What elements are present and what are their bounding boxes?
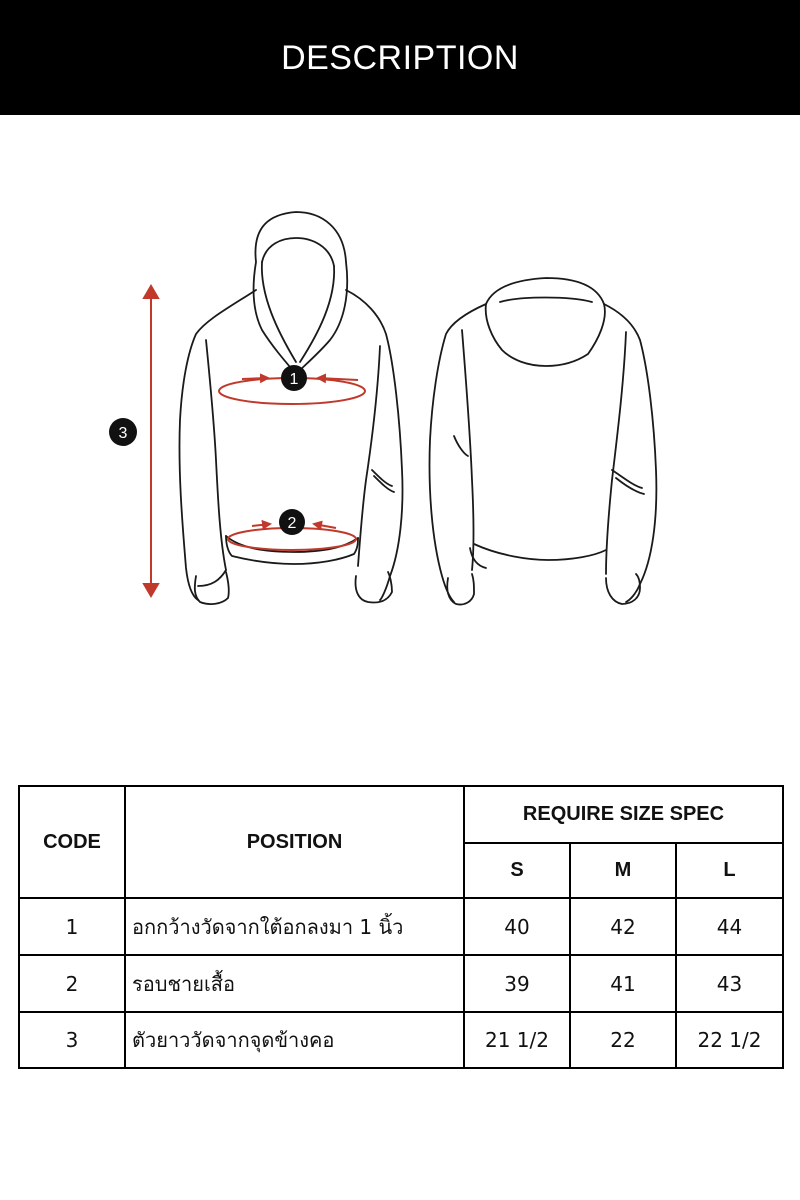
hoodie-back-icon	[430, 278, 657, 605]
size-header-s: S	[464, 843, 570, 898]
row-size-l: 22 1/2	[676, 1012, 783, 1068]
row-position: อกกว้างวัดจากใต้อกลงมา 1 นิ้ว	[125, 898, 464, 955]
table-row	[19, 955, 783, 1012]
row-code: 2	[19, 955, 125, 1012]
size-header-l: L	[676, 843, 783, 898]
marker-1-label: 1	[289, 371, 299, 388]
row-size-s: 21 1/2	[464, 1012, 570, 1068]
row-position: รอบชายเสื้อ	[125, 955, 464, 1012]
size-header-m: M	[570, 843, 676, 898]
table-row	[19, 1012, 783, 1068]
row-size-l: 44	[676, 898, 783, 955]
row-size-m: 42	[570, 898, 676, 955]
code-column-header: CODE	[19, 786, 125, 898]
row-size-s: 39	[464, 955, 570, 1012]
marker-2-label: 2	[287, 515, 297, 532]
marker-1	[281, 365, 307, 391]
hoodie-front-icon	[179, 212, 402, 604]
size-spec-table	[18, 785, 784, 1069]
table-row	[19, 898, 783, 955]
hoodie-measurement-diagram	[0, 115, 800, 715]
row-size-m: 22	[570, 1012, 676, 1068]
row-size-s: 40	[464, 898, 570, 955]
row-code: 1	[19, 898, 125, 955]
header-bar	[0, 0, 800, 115]
row-code: 3	[19, 1012, 125, 1068]
marker-3-label: 3	[118, 425, 128, 442]
row-size-m: 41	[570, 955, 676, 1012]
row-size-l: 43	[676, 955, 783, 1012]
page-title: DESCRIPTION	[281, 39, 519, 77]
require-size-spec-header: REQUIRE SIZE SPEC	[464, 786, 783, 843]
marker-2	[279, 509, 305, 535]
row-position: ตัวยาววัดจากจุดข้างคอ	[125, 1012, 464, 1068]
length-measurement-guide	[144, 286, 158, 596]
marker-3	[109, 418, 137, 446]
position-column-header: POSITION	[125, 786, 464, 898]
